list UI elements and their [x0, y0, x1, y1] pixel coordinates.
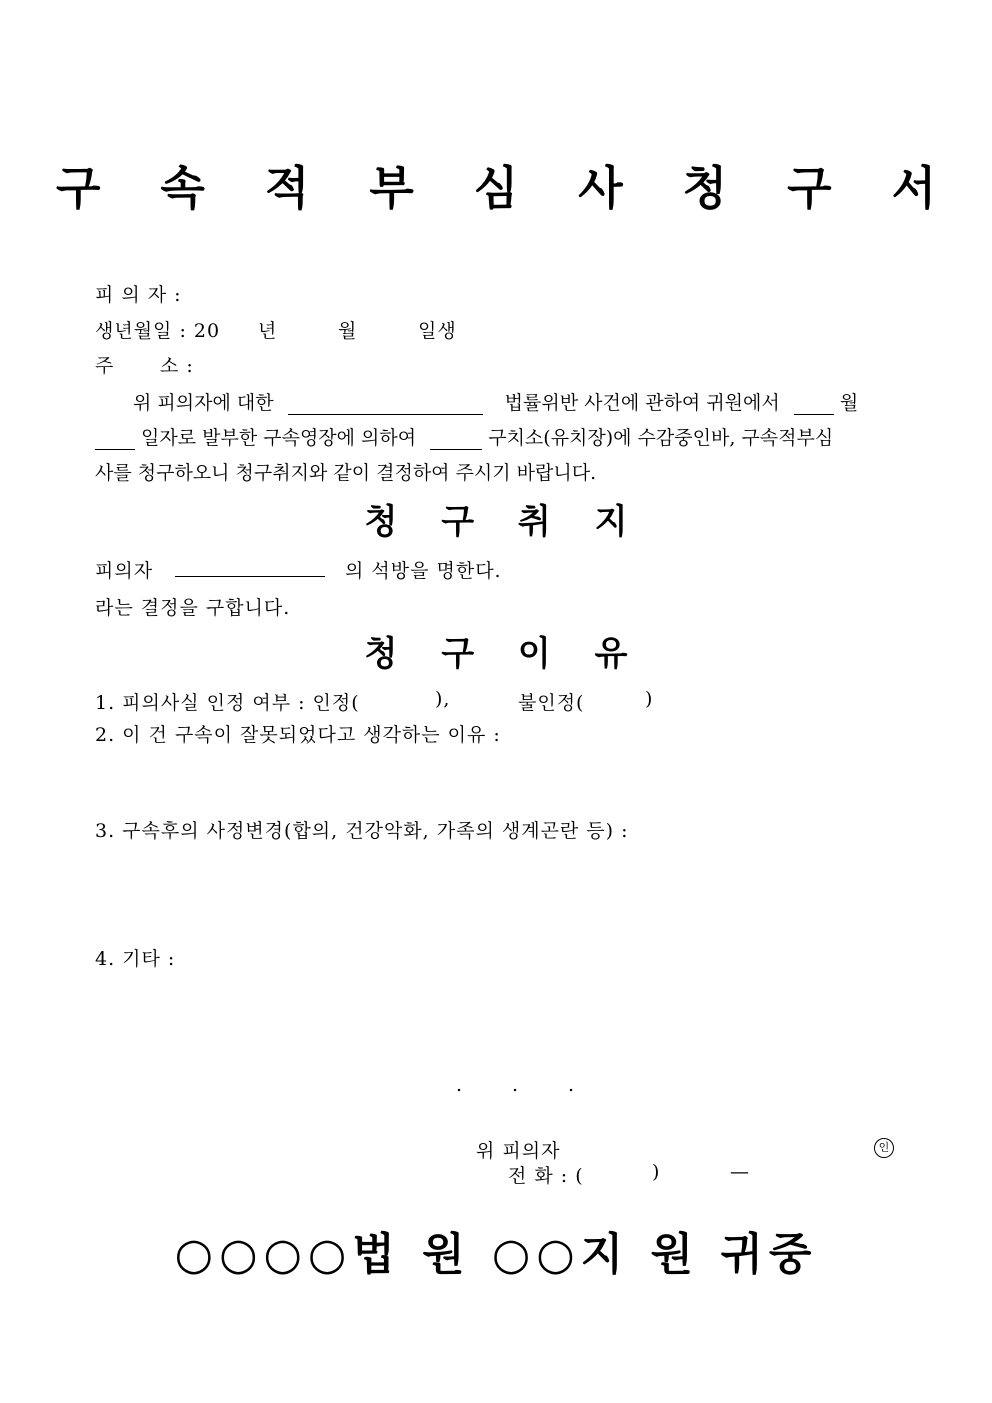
request-paragraph: [95, 388, 900, 488]
date-dot: .: [512, 1074, 520, 1096]
month-blank: [794, 396, 834, 415]
suspect-name-blank: [175, 556, 325, 577]
paragraph-line2-end: 구치소(유치장)에 수감중인바, 구속적부심: [488, 427, 834, 449]
date-dot: .: [568, 1074, 576, 1096]
phone-paren: ): [652, 1161, 661, 1183]
reasons-heading: 청 구 이 유: [364, 634, 644, 674]
birth-day-label: 일생: [418, 320, 457, 342]
paragraph-line2-start: 일자로 발부한 구속영장에 의하여: [141, 427, 417, 449]
reason-1-paren: ),: [435, 688, 451, 710]
birth-date-label: 생년월일 : 20: [95, 320, 221, 342]
paragraph-line1-start: 위 피의자에 대한: [133, 392, 274, 414]
reason-4: 4. 기타 :: [95, 948, 176, 970]
phone-label: 전 화 : (: [508, 1165, 584, 1187]
detention-blank: [430, 431, 482, 450]
address-label-a: 주: [95, 355, 115, 377]
reason-1-label: 1. 피의사실 인정 여부 : 인정(: [95, 692, 360, 714]
paragraph-line1-end: 월: [839, 392, 859, 414]
paragraph-line3: 사를 청구하오니 청구취지와 같이 결정하여 주시기 바랍니다.: [95, 462, 597, 484]
seal-icon: [874, 1136, 894, 1158]
court-addressee: ○○○○법 원 ○○지 원 귀중: [174, 1229, 818, 1280]
phone-dash: —: [730, 1161, 750, 1183]
date-dot: .: [456, 1074, 464, 1096]
address-label-b: 소 :: [160, 355, 194, 377]
purpose-heading: 청 구 취 지: [364, 502, 644, 542]
reason-1-deny: 불인정(: [518, 692, 585, 714]
purpose-line1-start: 피의자: [95, 560, 154, 582]
birth-year-label: 년: [258, 320, 278, 342]
suspect-label: 피 의 자 :: [95, 284, 182, 306]
purpose-line1-end: 의 석방을 명한다.: [345, 560, 502, 582]
purpose-line2: 라는 결정을 구합니다.: [95, 597, 291, 619]
paragraph-line1-mid: 법률위반 사건에 관하여 귀원에서: [504, 392, 780, 414]
reason-3: 3. 구속후의 사정변경(합의, 건강악화, 가족의 생계곤란 등) :: [95, 820, 629, 842]
offense-blank: [288, 396, 483, 415]
day-blank: [95, 431, 135, 450]
reason-1-deny-close: ): [645, 688, 654, 710]
document-title: 구 속 적 부 심 사 청 구 서: [55, 161, 959, 215]
applicant-label: 위 피의자: [476, 1140, 561, 1162]
seal-mark: 인: [874, 1138, 894, 1158]
birth-month-label: 월: [338, 320, 358, 342]
reason-2: 2. 이 건 구속이 잘못되었다고 생각하는 이유 :: [95, 724, 501, 746]
